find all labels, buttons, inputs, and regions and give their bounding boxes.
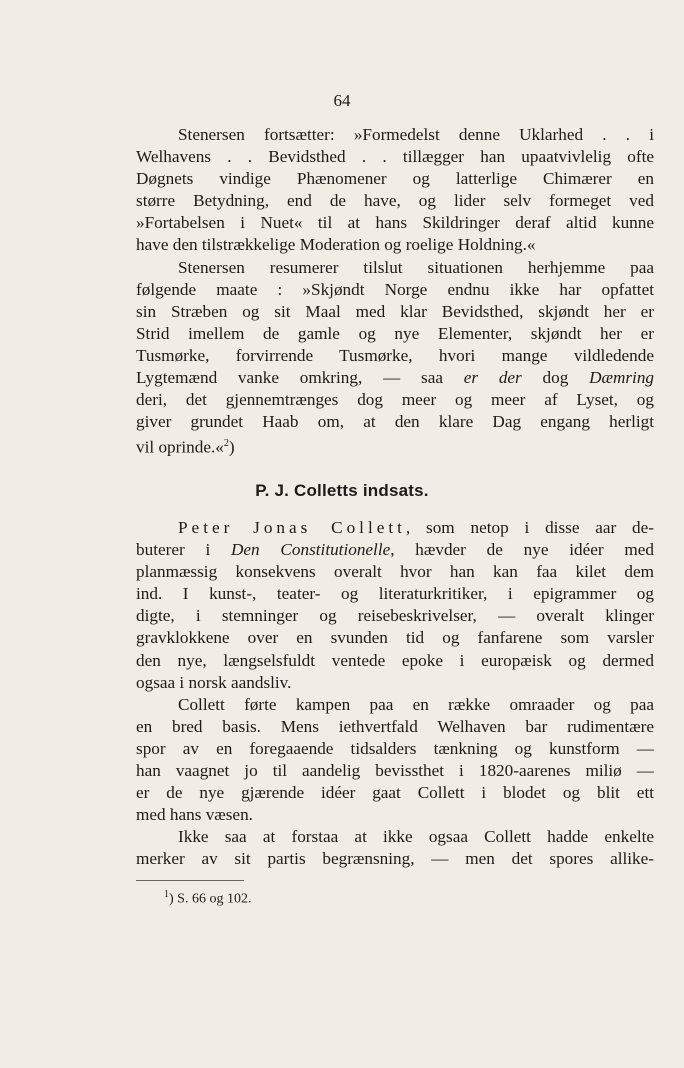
text-line: planmæssig konsekvens overalt hvor han kan faa kilet dem [136,562,654,582]
italic-text: Dæmring [589,368,655,388]
text-line: med hans væsen. [136,805,253,825]
page-number: 64 [333,91,351,110]
person-name: Peter Jonas Collett [178,518,406,537]
footnote-ref: 2 [223,438,229,450]
text-line: Welhavens . . Bevidsthed . . tillægger han upaatvivlelig ofte [136,147,654,167]
section-heading: P. J. Colletts indsats. [255,481,429,500]
text-line: en bred basis. Mens iethvertfald Welhaven bar rudimentære [136,716,654,736]
text-line [136,367,654,389]
text-line: han vaagnet jo til aandelig bevissthet i 1820-aarenes miliø — [136,761,654,781]
text-segment: , som netop i disse aar de- [405,518,654,537]
text-line: deri, det gjennemtrænges dog meer og meer af Lyset, og [136,390,654,410]
text-line: Ikke saa at forstaa at ikke ogsaa Collett hadde enkelte [178,827,654,847]
section-2-text [136,517,654,871]
text-line: have den tilstrækkelige Moderation og roelige Holdning.« [136,235,536,255]
text-line: ogsaa i norsk aandsliv. [136,672,292,692]
text-line: vil oprinde.«$^2$) [136,438,235,458]
italic-text: er der [463,368,522,388]
text-line: sin Stræben og sit Maal med klar Bevidsthed, skjøndt her er [136,301,654,321]
text-line: den nye, længselsfuldt ventede epoke i europæisk og dermed [136,650,654,670]
text-segment: , hævder de nye idéer med [390,540,654,560]
text-line: giver grundet Haab om, at den klare Dag engang herligt [136,412,654,432]
text-line: merker av sit partis begrænsning, — men det spores allike- [136,849,654,869]
text-segment: vil oprinde.« [136,438,224,458]
text-line: Stenersen resumerer tilslut situationen herhjemme paa [178,257,654,277]
italic-text: Den Constitutionelle [231,540,391,560]
text-line: større Betydning, end de have, og lider selv formeget ved [136,191,654,211]
footnote-divider [136,880,244,881]
text-line: er de nye gjærende idéer gaat Collett i blodet og blit ett [136,783,654,803]
text-line: Tusmørke, forvirrende Tusmørke, hvori mange vildledende [136,345,654,365]
text-line [136,517,654,539]
text-line: digte, i stemninger og reisebeskrivelser, — overalt klinger [136,606,654,626]
text-line [136,539,654,561]
footnote-text: ) S. 66 og 102. [169,891,252,907]
text-line: gravklokkene over en svunden tid og fanfarene som varsler [136,628,654,648]
text-segment: dog [542,368,569,388]
text-line: ind. I kunst-, teater- og literaturkritiker, i epigrammer og [136,584,654,604]
text-line: Døgnets vindige Phænomener og latterlige Chimærer en [136,169,654,189]
text-segment: buterer i [136,540,211,560]
text-line: Strid imellem de gamle og nye Elementer, skjøndt her er [136,323,654,343]
text-line: Stenersen fortsætter: »Formedelst denne Uklarhed . . i [178,125,654,144]
text-line: Collett førte kampen paa en række omraader og paa [178,694,654,714]
section-1-text [136,124,654,459]
text-line: spor av en foregaaende tidsalders tænkning og kunstform — [136,738,654,758]
text-line: følgende maate : »Skjøndt Norge endnu ikke har opfattet [136,279,654,299]
footnote [164,889,251,908]
text-segment: Lygtemænd vanke omkring, — saa [136,368,443,388]
text-line: »Fortabelsen i Nuet« til at hans Skildringer deraf altid kunne [136,213,654,233]
footnote-mark: 1 [164,889,169,900]
